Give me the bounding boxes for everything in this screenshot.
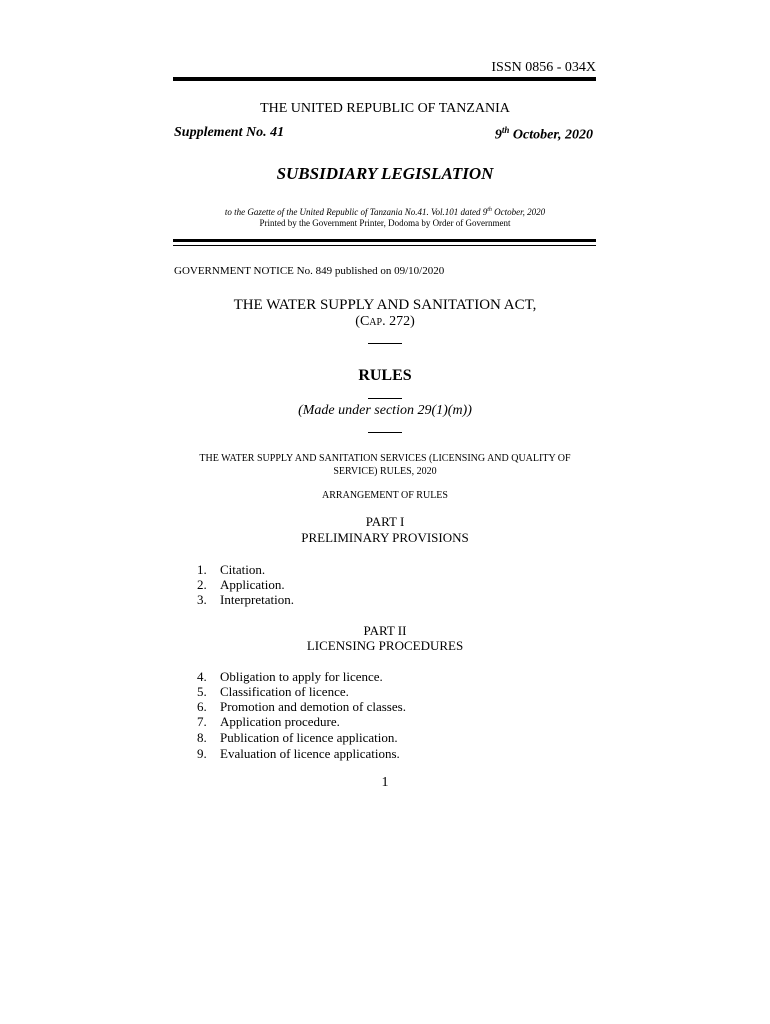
separator-3	[368, 432, 402, 433]
supplement-date	[495, 125, 593, 144]
date-rest: October, 2020	[509, 127, 593, 143]
item-number: 6.	[197, 699, 207, 714]
item-text: Application procedure.	[220, 714, 340, 729]
part-1-title: PRELIMINARY PROVISIONS	[301, 530, 469, 545]
top-rule	[173, 77, 596, 81]
list-item	[197, 730, 398, 745]
item-number: 5.	[197, 684, 207, 699]
list-item	[197, 746, 400, 761]
government-notice: GOVERNMENT NOTICE No. 849 published on 09/10/2020	[174, 265, 445, 277]
arrangement-heading: ARRANGEMENT OF RULES	[322, 490, 448, 501]
date-day: 9	[494, 127, 502, 143]
list-item	[197, 714, 340, 729]
item-number: 7.	[197, 714, 207, 729]
list-item	[197, 684, 349, 699]
page-number: 1	[381, 775, 389, 790]
gazette-line-a: to the Gazette of the United Republic of Tanzania No.41. Vol.101 dated 9	[224, 207, 488, 217]
separator-1	[368, 343, 402, 344]
cap-text: Cap	[359, 314, 383, 329]
long-title-line-2: SERVICE) RULES, 2020	[333, 466, 437, 477]
header-bottom-rule	[173, 239, 596, 242]
cap-close: . 272)	[382, 314, 415, 329]
part-2-label: PART II	[363, 623, 407, 638]
list-item	[197, 669, 383, 684]
item-text: Publication of licence application.	[220, 730, 398, 745]
gazette-line-b: October, 2020	[491, 207, 546, 217]
supplement-number: Supplement No. 41	[174, 125, 285, 140]
list-item	[197, 592, 294, 607]
item-text: Classification of licence.	[220, 684, 349, 699]
rules-title: RULES	[358, 367, 412, 384]
item-text: Obligation to apply for licence.	[220, 669, 383, 684]
item-number: 9.	[197, 746, 207, 761]
list-item	[197, 562, 265, 577]
act-chapter	[0, 314, 770, 330]
made-under-section: (Made under section 29(1)(m))	[298, 403, 472, 418]
printer-line: Printed by the Government Printer, Dodoma by Order of Government	[259, 218, 511, 228]
part-2-title: LICENSING PROCEDURES	[306, 638, 464, 653]
gazette-line-sup: th	[487, 207, 492, 213]
rules-long-title	[0, 452, 770, 478]
item-text: Application.	[220, 577, 285, 592]
item-text: Promotion and demotion of classes.	[220, 699, 406, 714]
item-number: 8.	[197, 730, 207, 745]
act-title: THE WATER SUPPLY AND SANITATION ACT,	[233, 297, 537, 313]
header-bottom-rule-thin	[173, 245, 596, 246]
item-number: 1.	[197, 562, 207, 577]
item-text: Evaluation of licence applications.	[220, 746, 400, 761]
separator-2	[368, 398, 402, 399]
subsidiary-legislation-title: SUBSIDIARY LEGISLATION	[276, 164, 494, 183]
list-item	[197, 577, 285, 592]
date-suffix: th	[501, 125, 510, 135]
issn-number: ISSN 0856 - 034X	[491, 60, 596, 75]
gazette-reference	[0, 207, 770, 217]
republic-heading: THE UNITED REPUBLIC OF TANZANIA	[260, 101, 510, 116]
part-1-label: PART I	[365, 514, 405, 529]
item-text: Interpretation.	[220, 592, 294, 607]
cap-open: (	[355, 314, 360, 329]
item-number: 3.	[197, 592, 207, 607]
list-item	[197, 699, 406, 714]
item-text: Citation.	[220, 562, 266, 577]
long-title-line-1: THE WATER SUPPLY AND SANITATION SERVICES (LICENSING AND QUALITY OF	[199, 453, 571, 464]
item-number: 4.	[197, 669, 207, 684]
item-number: 2.	[197, 577, 207, 592]
